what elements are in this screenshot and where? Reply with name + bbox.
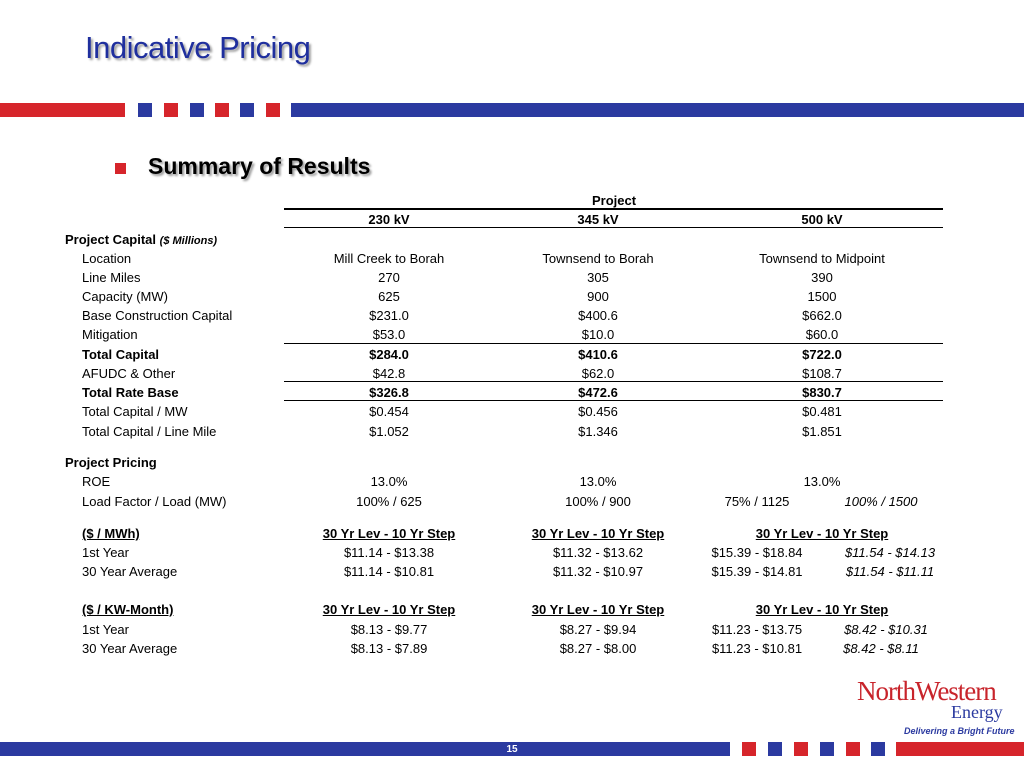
band-square (164, 103, 178, 117)
cell: $410.6 (578, 347, 618, 362)
row-label: 30 Year Average (82, 564, 178, 579)
cell: $1.851 (802, 424, 842, 439)
cell: $15.39 - $14.81 (711, 564, 803, 579)
block-header: ($ / KW-Month) (82, 602, 174, 617)
band-square (871, 742, 885, 756)
capital-section-label: Project Capital (65, 232, 157, 247)
capital-section-note: ($ Millions) (159, 235, 218, 247)
cell-alt: $8.42 - $10.31 (844, 622, 928, 637)
cell: $1.346 (578, 424, 618, 439)
cell: $722.0 (802, 347, 842, 362)
band-square (846, 742, 860, 756)
cell: 75% / 1125 (724, 494, 790, 509)
page-title: Indicative Pricing (85, 30, 311, 65)
band-square (794, 742, 808, 756)
row-label: Total Rate Base (82, 385, 179, 400)
top-band-blue (291, 103, 1024, 117)
cell: $326.8 (369, 385, 409, 400)
group-header: Project (591, 193, 637, 208)
cell: $662.0 (802, 308, 842, 323)
cell-alt: $8.42 - $8.11 (843, 641, 919, 656)
cell: $60.0 (805, 327, 839, 342)
cell: $108.7 (802, 366, 842, 381)
method-header: 30 Yr Lev - 10 Yr Step (322, 526, 456, 541)
cell: $8.27 - $9.94 (559, 622, 637, 637)
cell: $400.6 (578, 308, 618, 323)
row-label: 1st Year (82, 545, 129, 560)
cell: 900 (587, 289, 609, 304)
row-label: 30 Year Average (82, 641, 178, 656)
row-label: Base Construction Capital (82, 308, 233, 323)
section-label: Project Pricing (65, 455, 157, 470)
band-square (768, 742, 782, 756)
row-label: Load Factor / Load (MW) (82, 494, 227, 509)
cell: $0.481 (802, 404, 842, 419)
cell: $830.7 (802, 385, 842, 400)
cell: Townsend to Borah (542, 251, 654, 266)
cell: $284.0 (369, 347, 409, 362)
row-label: Total Capital (82, 347, 160, 362)
column-header: 230 kV (368, 212, 410, 227)
cell: $53.0 (372, 327, 406, 342)
cell: 1500 (807, 289, 837, 304)
total-rule (284, 400, 943, 401)
band-square (820, 742, 834, 756)
band-square (190, 103, 204, 117)
row-label: Total Capital / Line Mile (82, 424, 217, 439)
cell: $11.14 - $10.81 (343, 564, 435, 579)
band-square (240, 103, 254, 117)
bullet-icon (115, 163, 126, 174)
cell: 100% / 625 (356, 494, 422, 509)
row-label: Capacity (MW) (82, 289, 168, 304)
cell: $1.052 (369, 424, 409, 439)
cell: $11.32 - $10.97 (552, 564, 644, 579)
cell: $11.23 - $13.75 (711, 622, 803, 637)
row-label: Location (82, 251, 132, 266)
band-square (215, 103, 229, 117)
cell: 390 (811, 270, 833, 285)
row-label: 1st Year (82, 622, 129, 637)
row-label: Mitigation (82, 327, 138, 342)
row-label: Total Capital / MW (82, 404, 188, 419)
cell: $15.39 - $18.84 (711, 545, 803, 560)
column-header: 345 kV (577, 212, 619, 227)
cell-alt: $11.54 - $11.11 (845, 564, 935, 579)
row-label: Line Miles (82, 270, 141, 285)
method-header: 30 Yr Lev - 10 Yr Step (531, 602, 665, 617)
cell: 625 (378, 289, 400, 304)
cell: 305 (587, 270, 609, 285)
cell: $0.454 (369, 404, 409, 419)
cell: $0.456 (578, 404, 618, 419)
method-header: 30 Yr Lev - 10 Yr Step (755, 526, 889, 541)
page-number: 15 (506, 744, 518, 755)
cell: 100% / 900 (565, 494, 631, 509)
cell: 13.0% (579, 474, 617, 489)
top-band-red (0, 103, 125, 117)
bottom-band-blue (0, 742, 730, 756)
bottom-band-red (896, 742, 1024, 756)
cell: 13.0% (370, 474, 408, 489)
row-label: AFUDC & Other (82, 366, 176, 381)
band-square (138, 103, 152, 117)
cell: 270 (378, 270, 400, 285)
cell: $62.0 (581, 366, 615, 381)
cell: $11.32 - $13.62 (552, 545, 644, 560)
cell: $231.0 (369, 308, 409, 323)
cell: Mill Creek to Borah (333, 251, 445, 266)
section-subtitle: Summary of Results (148, 153, 371, 179)
method-header: 30 Yr Lev - 10 Yr Step (755, 602, 889, 617)
cell: $8.13 - $7.89 (350, 641, 428, 656)
cell: $8.13 - $9.77 (350, 622, 428, 637)
band-square (266, 103, 280, 117)
cell: $10.0 (581, 327, 615, 342)
cell: 13.0% (803, 474, 841, 489)
band-square (742, 742, 756, 756)
cell: $11.14 - $13.38 (343, 545, 435, 560)
cell: $42.8 (372, 366, 406, 381)
cell-alt: $11.54 - $14.13 (844, 545, 936, 560)
block-header: ($ / MWh) (82, 526, 140, 541)
column-header: 500 kV (801, 212, 843, 227)
row-label: ROE (82, 474, 111, 489)
subtotal-rule (284, 343, 943, 344)
header-rule (284, 227, 943, 228)
cell-alt: 100% / 1500 (844, 494, 918, 509)
method-header: 30 Yr Lev - 10 Yr Step (531, 526, 665, 541)
header-rule (284, 208, 943, 210)
company-logo: NorthWestern (857, 676, 996, 706)
subtotal-rule (284, 381, 943, 382)
logo-tagline: Delivering a Bright Future (904, 726, 1015, 736)
company-logo-sub: Energy (951, 702, 1003, 722)
cell: $11.23 - $10.81 (711, 641, 803, 656)
method-header: 30 Yr Lev - 10 Yr Step (322, 602, 456, 617)
cell: $472.6 (578, 385, 618, 400)
section-label (65, 232, 217, 249)
cell: Townsend to Midpoint (759, 251, 885, 266)
cell: $8.27 - $8.00 (559, 641, 637, 656)
